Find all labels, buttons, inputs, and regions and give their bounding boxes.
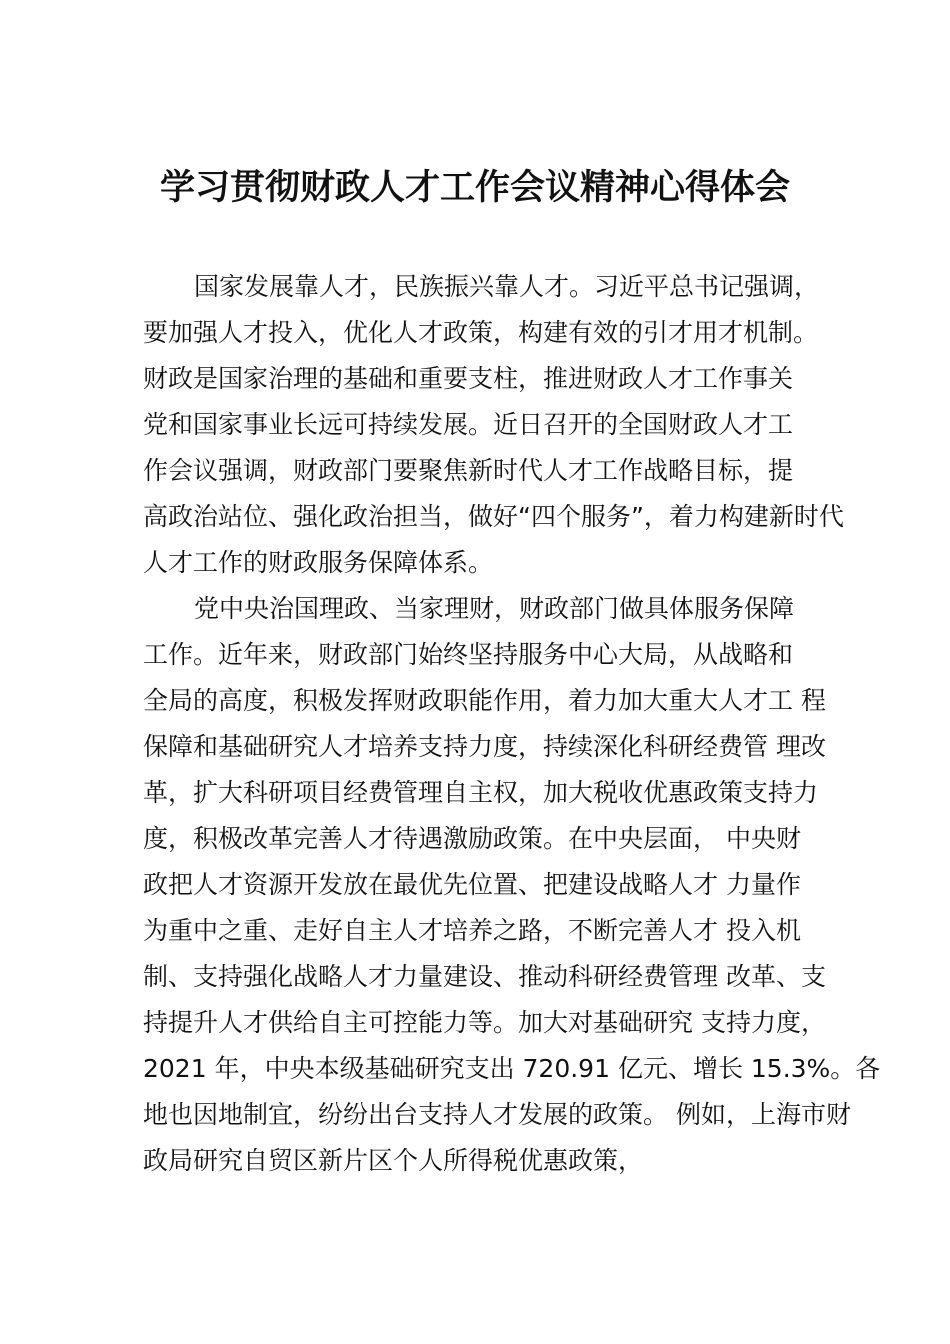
paragraph-2-line-9: 制、支持强化战略人才力量建设、推动科研经费管理 改革、支 <box>143 962 826 991</box>
paragraph-1-line-7: 人才工作的财政服务保障体系。 <box>143 548 494 577</box>
paragraph-2-line-5: 革，扩大科研项目经费管理自主权，加大税收优惠政策支持力 <box>143 778 819 807</box>
paragraph-2-line-11: 2021 年，中央本级基础研究支出 720.91 亿元、增长 15.3%。各 <box>143 1054 881 1083</box>
document-title: 学习贯彻财政人才工作会议精神心得体会 <box>159 167 790 208</box>
paragraph-2-line-1: 党中央治国理政、当家理财，财政部门做具体服务保障 <box>194 594 795 623</box>
paragraph-2-line-12: 地也因地制宜，纷纷出台支持人才发展的政策。 例如，上海市财 <box>143 1100 851 1129</box>
paragraph-2-line-6: 度，积极改革完善人才待遇激励政策。在中央层面， 中央财 <box>143 824 801 853</box>
paragraph-1 <box>143 264 843 586</box>
paragraph-1-line-1: 国家发展靠人才，民族振兴靠人才。习近平总书记强调， <box>194 272 820 301</box>
paragraph-2 <box>143 586 881 1184</box>
paragraph-2-line-13: 政局研究自贸区新片区个人所得税优惠政策， <box>143 1146 644 1175</box>
document-body <box>143 264 881 1184</box>
paragraph-2-line-7: 政把人才资源开发放在最优先位置、把建设战略人才 力量作 <box>143 870 801 899</box>
paragraph-1-line-3: 财政是国家治理的基础和重要支柱，推进财政人才工作事关 <box>143 364 794 393</box>
paragraph-2-line-4: 保障和基础研究人才培养支持力度，持续深化科研经费管 理改 <box>143 732 826 761</box>
paragraph-2-line-2: 工作。近年来，财政部门始终坚持服务中心大局，从战略和 <box>143 640 794 669</box>
paragraph-1-line-4: 党和国家事业长远可持续发展。近日召开的全国财政人才工 <box>143 410 794 439</box>
paragraph-2-line-8: 为重中之重、走好自主人才培养之路，不断完善人才 投入机 <box>143 916 801 945</box>
paragraph-2-line-3: 全局的高度，积极发挥财政职能作用，着力加大重大人才工 程 <box>143 686 826 715</box>
paragraph-1-line-2: 要加强人才投入，优化人才政策，构建有效的引才用才机制。 <box>143 318 819 347</box>
paragraph-2-line-10: 持提升人才供给自主可控能力等。加大对基础研究 支持力度， <box>143 1008 826 1037</box>
paragraph-1-line-6: 高政治站位、强化政治担当，做好“四个服务”，着力构建新时代 <box>143 502 844 531</box>
paragraph-1-line-5: 作会议强调，财政部门要聚焦新时代人才工作战略目标，提 <box>143 456 794 485</box>
